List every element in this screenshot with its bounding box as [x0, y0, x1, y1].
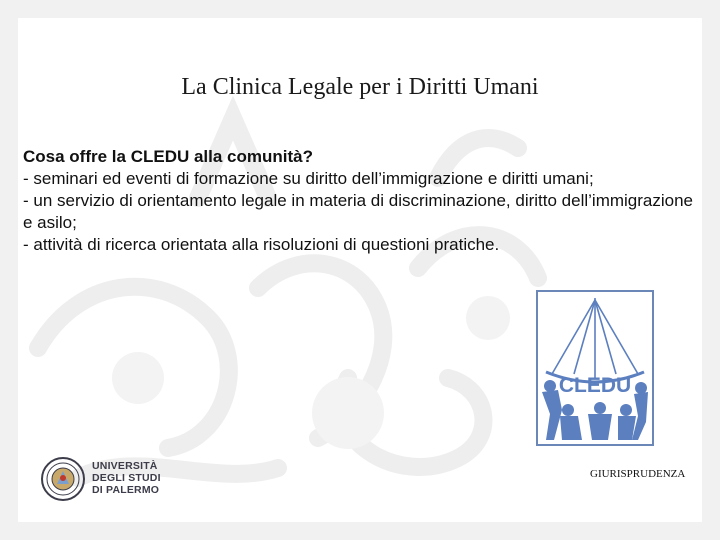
university-seal-icon: [40, 456, 86, 502]
university-logo: [40, 456, 180, 506]
university-name-line: DEGLI STUDI: [92, 472, 161, 484]
bullet-item: - un servizio di orientamento legale in materia di discriminazione, diritto dell’immigrazione e asilo;: [23, 191, 693, 232]
cledu-logo: [536, 290, 654, 446]
university-name: [92, 460, 182, 496]
content-block: [23, 146, 693, 256]
slide-title: La Clinica Legale per i Diritti Umani: [181, 74, 539, 100]
slide: [18, 18, 702, 522]
university-name-line: UNIVERSITÀ: [92, 460, 158, 472]
university-name-line: DI PALERMO: [92, 484, 160, 496]
bullet-item: - attività di ricerca orientata alla risoluzioni di questioni pratiche.: [23, 235, 500, 254]
footer-department-label: GIURISPRUDENZA: [590, 468, 686, 480]
content-heading: Cosa offre la CLEDU alla comunità?: [23, 147, 313, 166]
bullet-item: - seminari ed eventi di formazione su diritto dell’immigrazione e diritti umani;: [23, 169, 594, 188]
cledu-logo-text: CLEDU: [558, 374, 632, 397]
